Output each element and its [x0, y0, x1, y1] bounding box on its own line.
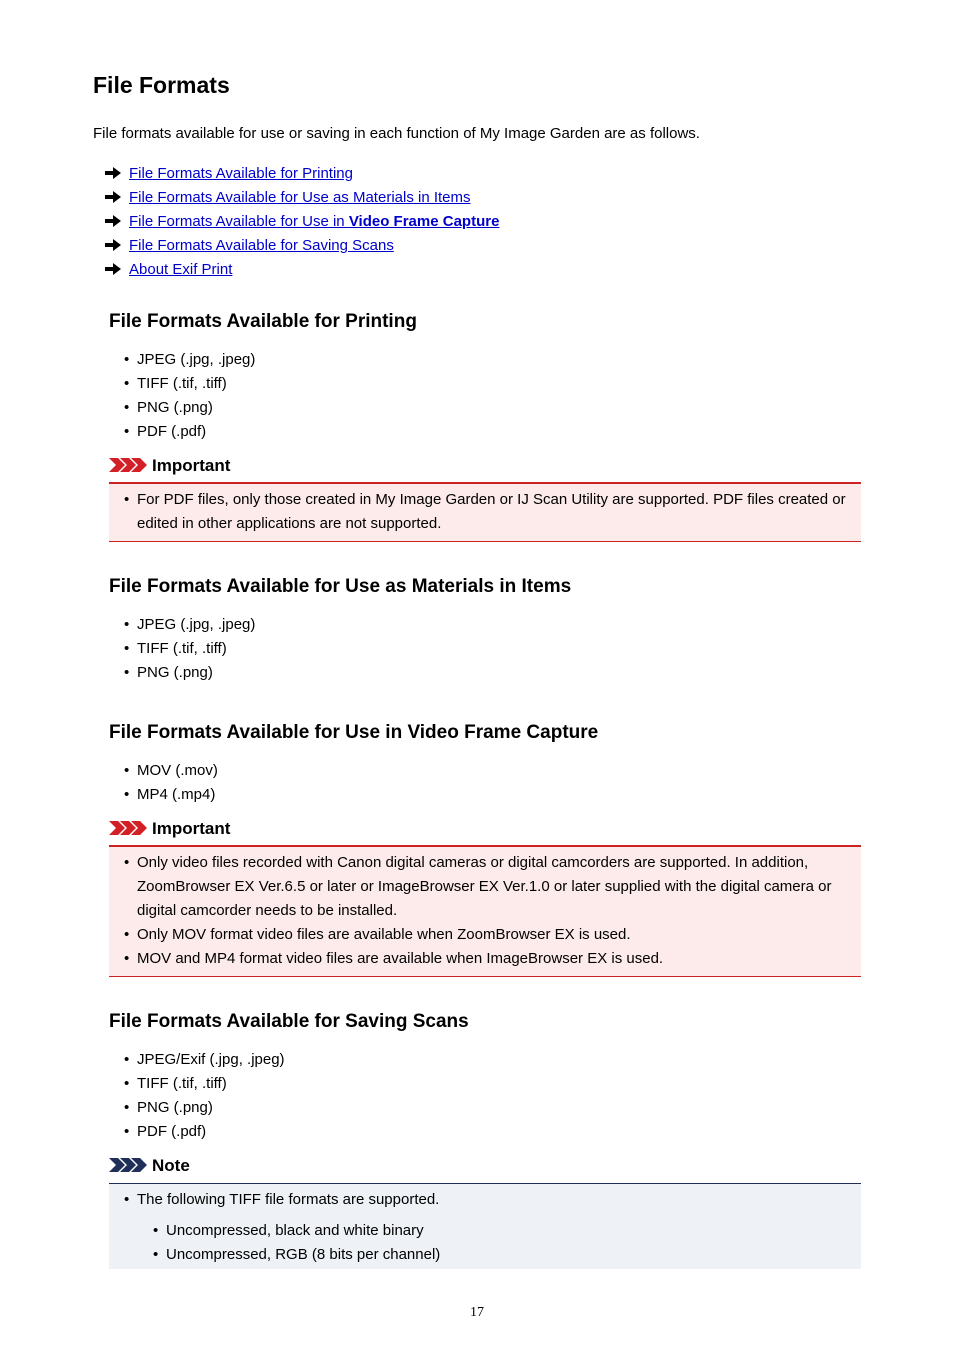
toc-link[interactable]: [129, 213, 499, 230]
important-item: • MOV and MP4 format video files are available when ImageBrowser EX is used.: [124, 950, 664, 967]
note-subitem: • Uncompressed, RGB (8 bits per channel): [153, 1246, 441, 1263]
note-subitem: • Uncompressed, black and white binary: [153, 1222, 424, 1239]
list-item: • JPEG/Exif (.jpg, .jpeg): [124, 1051, 285, 1068]
toc-link-bold-text[interactable]: Video Frame Capture: [348, 213, 500, 230]
toc-item-video[interactable]: [105, 210, 499, 234]
section-heading-materials: File Formats Available for Use as Materials in Items: [109, 576, 572, 597]
important-chevrons-icon: [109, 821, 147, 835]
list-item: • TIFF (.tif, .tiff): [124, 1075, 227, 1092]
list-item: • TIFF (.tif, .tiff): [124, 375, 227, 392]
list-item: • MP4 (.mp4): [124, 786, 216, 803]
list-item: • PNG (.png): [124, 1099, 213, 1116]
section-heading-video: File Formats Available for Use in Video Frame Capture: [109, 722, 599, 743]
toc-item-scans[interactable]: [105, 234, 394, 258]
list-item: • MOV (.mov): [124, 762, 218, 779]
arrow-right-icon: [105, 167, 121, 179]
important-title: Important: [109, 454, 230, 478]
toc-link[interactable]: File Formats Available for Saving Scans: [129, 237, 394, 254]
note-box: [109, 1183, 861, 1269]
list-item: • PNG (.png): [124, 664, 213, 681]
list-item: • PNG (.png): [124, 399, 213, 416]
important-item: • Only MOV format video files are available when ZoomBrowser EX is used.: [124, 926, 631, 943]
list-item: • PDF (.pdf): [124, 1123, 207, 1140]
important-chevrons-icon: [109, 458, 147, 472]
important-item: • For PDF files, only those created in My Image Garden or IJ Scan Utility are supported. PDF files created or edited in other applications are not supported.: [124, 491, 846, 532]
toc-link[interactable]: File Formats Available for Printing: [129, 165, 353, 182]
list-item: • JPEG (.jpg, .jpeg): [124, 351, 256, 368]
note-item: • The following TIFF file formats are supported.: [124, 1191, 440, 1208]
toc-item-printing[interactable]: [105, 162, 353, 186]
note-title: Note: [109, 1154, 190, 1178]
note-chevrons-icon: [109, 1158, 147, 1172]
toc-link-text[interactable]: File Formats Available for Use in: [129, 213, 349, 230]
toc-item-materials[interactable]: [105, 186, 471, 210]
toc-item-exif[interactable]: [105, 258, 232, 282]
arrow-right-icon: [105, 215, 121, 227]
list-item: • TIFF (.tif, .tiff): [124, 640, 227, 657]
page-number: 17: [470, 1305, 484, 1320]
important-box: [109, 482, 861, 542]
list-item: • JPEG (.jpg, .jpeg): [124, 616, 256, 633]
toc-link[interactable]: About Exif Print: [129, 261, 233, 278]
arrow-right-icon: [105, 263, 121, 275]
important-box: [109, 845, 861, 977]
arrow-right-icon: [105, 239, 121, 251]
list-item: • PDF (.pdf): [124, 423, 207, 440]
important-title: Important: [109, 817, 230, 841]
page-title: File Formats: [93, 72, 230, 98]
section-heading-scans: File Formats Available for Saving Scans: [109, 1011, 469, 1032]
section-heading-printing: File Formats Available for Printing: [109, 311, 417, 332]
toc-link[interactable]: File Formats Available for Use as Materials in Items: [129, 189, 471, 206]
arrow-right-icon: [105, 191, 121, 203]
important-item: • Only video files recorded with Canon digital cameras or digital camcorders are supported. In addition, ZoomBrowser EX Ver.6.5 or later or ImageBrowser EX Ver.1.0 or later supplied with the digital camera or digital camcorder needs to be installed.: [124, 854, 832, 919]
intro-text: File formats available for use or saving in each function of My Image Garden are as follows.: [93, 125, 700, 142]
